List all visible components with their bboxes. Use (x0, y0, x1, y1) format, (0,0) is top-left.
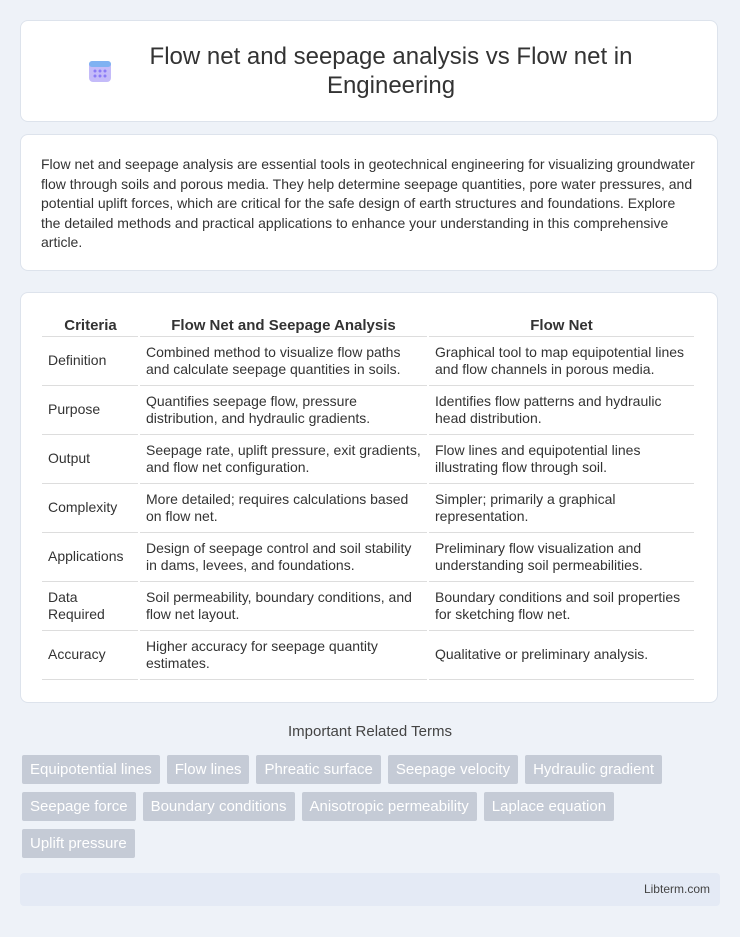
flow-net-cell: Flow lines and equipotential lines illustrating flow through soil. (428, 435, 695, 484)
table-row (42, 533, 695, 582)
seepage-analysis-cell: Quantifies seepage flow, pressure distribution, and hydraulic gradients. (139, 386, 428, 435)
related-term-tag[interactable]: Boundary conditions (143, 792, 295, 821)
flow-net-cell: Qualitative or preliminary analysis. (428, 631, 695, 680)
related-term-tag[interactable]: Flow lines (167, 755, 250, 784)
page-title: Flow net and seepage analysis vs Flow net in Engineering (149, 43, 633, 99)
criteria-cell: Definition (42, 337, 139, 386)
related-terms-list (22, 755, 722, 858)
related-term-tag[interactable]: Laplace equation (484, 792, 614, 821)
seepage-analysis-cell: Seepage rate, uplift pressure, exit gradients, and flow net configuration. (139, 435, 428, 484)
comparison-table (42, 313, 696, 680)
flow-net-cell: Preliminary flow visualization and understanding soil permeabilities. (428, 533, 695, 582)
table-row (42, 631, 695, 680)
seepage-analysis-cell: Combined method to visualize flow paths and calculate seepage quantities in soils. (139, 337, 428, 386)
seepage-analysis-cell: Higher accuracy for seepage quantity estimates. (139, 631, 428, 680)
related-term-tag[interactable]: Hydraulic gradient (525, 755, 662, 784)
criteria-cell: Accuracy (42, 631, 139, 680)
table-row (42, 386, 695, 435)
related-term-tag[interactable]: Seepage force (22, 792, 136, 821)
calendar-icon (87, 58, 113, 84)
table-row (42, 435, 695, 484)
related-term-tag[interactable]: Anisotropic permeability (302, 792, 477, 821)
flow-net-cell: Identifies flow patterns and hydraulic head distribution. (428, 386, 695, 435)
table-row (42, 484, 695, 533)
criteria-cell: Complexity (42, 484, 139, 533)
seepage-analysis-cell: Design of seepage control and soil stability in dams, levees, and foundations. (139, 533, 428, 582)
title-card (20, 20, 718, 122)
header-flow-net-seepage: Flow Net and Seepage Analysis (139, 313, 428, 337)
flow-net-cell: Simpler; primarily a graphical representation. (428, 484, 695, 533)
related-term-tag[interactable]: Equipotential lines (22, 755, 160, 784)
seepage-analysis-cell: More detailed; requires calculations based on flow net. (139, 484, 428, 533)
intro-card (20, 134, 718, 271)
table-row (42, 337, 695, 386)
criteria-cell: Output (42, 435, 139, 484)
related-term-tag[interactable]: Phreatic surface (256, 755, 380, 784)
criteria-cell: Data Required (42, 582, 139, 631)
intro-text: Flow net and seepage analysis are essential tools in geotechnical engineering for visualizing groundwater flow through soils and porous media. They help determine seepage quantities, pore water pressures, and potential uplift forces, which are critical for the safe design of earth structures and foundations. Explore the detailed methods and practical applications to enhance your understanding in this comprehensive article. (41, 156, 695, 250)
related-term-tag[interactable]: Uplift pressure (22, 829, 135, 858)
related-terms-title: Important Related Terms (288, 723, 452, 740)
header-criteria: Criteria (42, 313, 139, 337)
footer-site-link[interactable]: Libterm.com (643, 882, 710, 896)
flow-net-cell: Graphical tool to map equipotential lines and flow channels in porous media. (428, 337, 695, 386)
seepage-analysis-cell: Soil permeability, boundary conditions, and flow net layout. (139, 582, 428, 631)
table-header-row (42, 313, 695, 337)
flow-net-cell: Boundary conditions and soil properties for sketching flow net. (428, 582, 695, 631)
table-row (42, 582, 695, 631)
related-term-tag[interactable]: Seepage velocity (388, 755, 518, 784)
comparison-card (20, 292, 718, 703)
criteria-cell: Purpose (42, 386, 139, 435)
footer (20, 873, 720, 906)
criteria-cell: Applications (42, 533, 139, 582)
header-flow-net: Flow Net (428, 313, 695, 337)
